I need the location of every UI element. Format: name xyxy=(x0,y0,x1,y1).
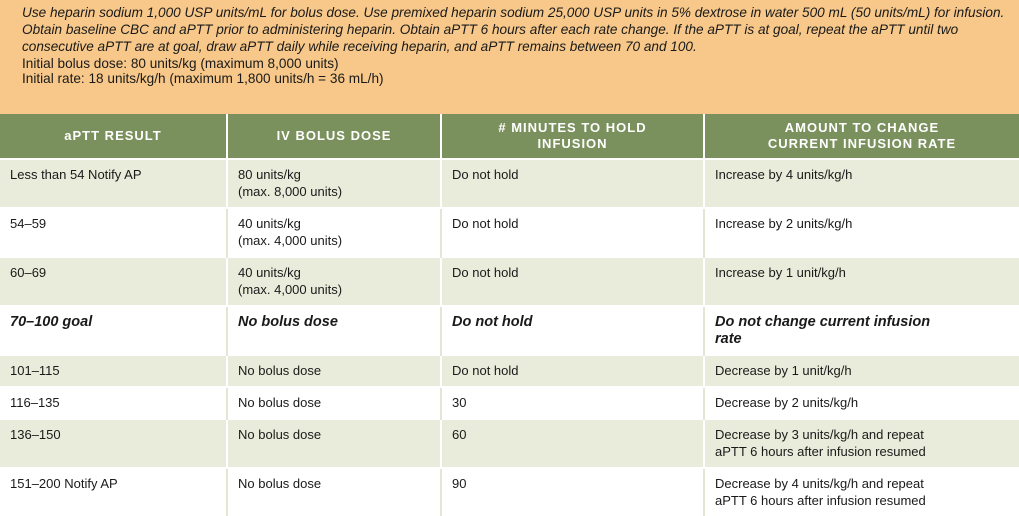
header-aptt-result: aPTT RESULT xyxy=(0,114,227,159)
table-row xyxy=(0,387,1019,419)
cell-hold-minutes: Do not hold xyxy=(441,159,704,208)
cell-hold-minutes: Do not hold xyxy=(441,306,704,355)
cell-aptt-result: Less than 54 Notify AP xyxy=(0,159,227,208)
cell-rate-change: Increase by 2 units/kg/h xyxy=(704,208,1019,257)
cell-hold-minutes: Do not hold xyxy=(441,208,704,257)
cell-hold-minutes: 90 xyxy=(441,468,704,516)
cell-aptt-result: 101–115 xyxy=(0,355,227,387)
cell-aptt-result: 136–150 xyxy=(0,419,227,468)
cell-rate-change: Increase by 1 unit/kg/h xyxy=(704,257,1019,306)
table-row-goal xyxy=(0,306,1019,355)
cell-hold-minutes: Do not hold xyxy=(441,257,704,306)
cell-rate-change: Decrease by 2 units/kg/h xyxy=(704,387,1019,419)
cell-rate-change: Increase by 4 units/kg/h xyxy=(704,159,1019,208)
header-minutes-to-hold: # MINUTES TO HOLD INFUSION xyxy=(441,114,704,159)
cell-rate-change: Do not change current infusion rate xyxy=(704,306,1019,355)
table-row xyxy=(0,355,1019,387)
instructions-paragraph: Use heparin sodium 1,000 USP units/mL for bolus dose. Use premixed heparin sodium 25,000 USP units in 5% dextrose in water 500 mL (50 units/mL) for infusion. Obtain baseline CBC and aPTT prior to administering heparin. Obtain aPTT 6 hours after each rate change. If the aPTT is at goal, repeat the aPTT until two consecutive aPTT are at goal, draw aPTT daily while receiving heparin, and aPTT remains between 70 and 100. xyxy=(22,5,1005,55)
cell-aptt-result: 70–100 goal xyxy=(0,306,227,355)
table-header-row xyxy=(0,114,1019,159)
cell-rate-change: Decrease by 4 units/kg/h and repeat aPTT 6 hours after infusion resumed xyxy=(704,468,1019,516)
cell-aptt-result: 54–59 xyxy=(0,208,227,257)
table-row xyxy=(0,468,1019,516)
instructions-box xyxy=(0,0,1019,114)
cell-aptt-result: 116–135 xyxy=(0,387,227,419)
header-amount-to-change: AMOUNT TO CHANGE CURRENT INFUSION RATE xyxy=(704,114,1019,159)
table-row xyxy=(0,419,1019,468)
cell-bolus-dose: 40 units/kg (max. 4,000 units) xyxy=(227,257,441,306)
cell-hold-minutes: 30 xyxy=(441,387,704,419)
cell-bolus-dose: No bolus dose xyxy=(227,468,441,516)
cell-bolus-dose: 40 units/kg (max. 4,000 units) xyxy=(227,208,441,257)
heparin-dosing-table xyxy=(0,114,1019,516)
cell-rate-change: Decrease by 3 units/kg/h and repeat aPTT 6 hours after infusion resumed xyxy=(704,419,1019,468)
cell-hold-minutes: Do not hold xyxy=(441,355,704,387)
cell-rate-change: Decrease by 1 unit/kg/h xyxy=(704,355,1019,387)
cell-bolus-dose: No bolus dose xyxy=(227,419,441,468)
cell-bolus-dose: No bolus dose xyxy=(227,387,441,419)
header-iv-bolus-dose: IV BOLUS DOSE xyxy=(227,114,441,159)
cell-bolus-dose: No bolus dose xyxy=(227,306,441,355)
cell-bolus-dose: No bolus dose xyxy=(227,355,441,387)
table-row xyxy=(0,159,1019,208)
cell-aptt-result: 60–69 xyxy=(0,257,227,306)
cell-hold-minutes: 60 xyxy=(441,419,704,468)
table-row xyxy=(0,257,1019,306)
initial-rate: Initial rate: 18 units/kg/h (maximum 1,800 units/h = 36 mL/h) xyxy=(22,71,384,87)
table-row xyxy=(0,208,1019,257)
initial-bolus-dose: Initial bolus dose: 80 units/kg (maximum 8,000 units) xyxy=(22,55,339,71)
cell-aptt-result: 151–200 Notify AP xyxy=(0,468,227,516)
cell-bolus-dose: 80 units/kg (max. 8,000 units) xyxy=(227,159,441,208)
